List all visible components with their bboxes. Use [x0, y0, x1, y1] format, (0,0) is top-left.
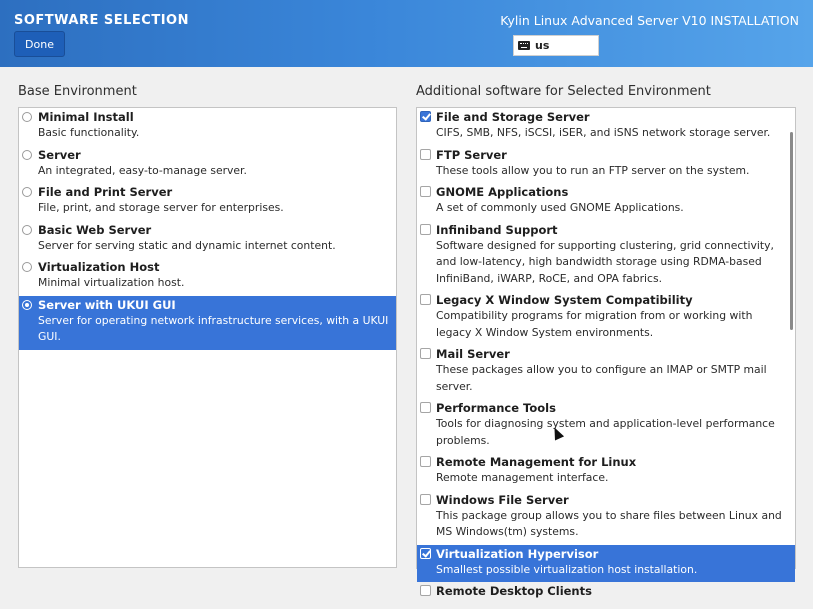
addon-option[interactable]: [417, 582, 795, 603]
env-option-name: File and Print Server: [38, 185, 173, 199]
checkbox-unchecked-icon[interactable]: [420, 224, 431, 235]
env-option-description: Basic functionality.: [38, 126, 140, 139]
radio-button-icon[interactable]: [22, 150, 32, 160]
addon-option-description: This package group allows you to share files between Linux and MS Windows(tm) systems.: [436, 508, 782, 538]
product-title: Kylin Linux Advanced Server V10 INSTALLATION: [500, 13, 799, 28]
env-option[interactable]: [19, 183, 396, 221]
keyboard-layout-label: us: [535, 39, 550, 52]
addon-option-description: Remote management interface.: [436, 471, 609, 484]
done-button[interactable]: Done: [14, 31, 65, 57]
checkbox-unchecked-icon[interactable]: [420, 294, 431, 305]
checkbox-checked-icon[interactable]: [420, 111, 431, 122]
addon-option-description: Software designed for supporting clustering, grid connectivity, and low-latency, high bandwidth storage using RDMA-based InfiniBand, iWARP, RoCE, and OPA fabrics.: [436, 238, 774, 285]
env-option-name: Basic Web Server: [38, 222, 152, 237]
addon-option-description: These tools allow you to run an FTP server on the system.: [436, 163, 750, 177]
env-option-description: File, print, and storage server for enterprises.: [38, 201, 284, 214]
env-option-name: Server with UKUI GUI: [38, 297, 176, 312]
env-option[interactable]: [19, 108, 396, 146]
addon-option[interactable]: [417, 146, 795, 184]
addon-option-name: Infiniband Support: [436, 222, 558, 237]
checkbox-unchecked-icon[interactable]: [420, 348, 431, 359]
radio-button-icon[interactable]: [22, 300, 32, 310]
addon-option-name: FTP Server: [436, 147, 507, 162]
env-list-container: [19, 108, 396, 350]
env-option-name: Minimal Install: [38, 110, 134, 124]
env-option[interactable]: [19, 146, 396, 184]
checkbox-unchecked-icon[interactable]: [420, 402, 431, 413]
radio-button-icon[interactable]: [22, 112, 32, 122]
checkbox-unchecked-icon[interactable]: [420, 456, 431, 467]
addon-option-description: CIFS, SMB, NFS, iSCSI, iSER, and iSNS network storage server.: [436, 126, 771, 139]
addon-option-name: Performance Tools: [436, 401, 556, 415]
addon-option-name: Windows File Server: [436, 492, 569, 507]
env-option-description: Server for serving static and dynamic internet content.: [38, 238, 336, 252]
addon-option[interactable]: [417, 108, 795, 146]
addon-option[interactable]: [417, 545, 795, 583]
env-option-description: Minimal virtualization host.: [38, 276, 185, 289]
addon-list-container: [417, 108, 795, 603]
addon-option-name: GNOME Applications: [436, 185, 569, 199]
addon-option-name: Remote Desktop Clients: [436, 584, 592, 598]
addon-option-name: File and Storage Server: [436, 110, 590, 124]
addon-list-scrollbar[interactable]: [790, 132, 793, 330]
addon-option-description: Compatibility programs for migration from or working with legacy X Window System environments.: [436, 309, 753, 339]
addon-option-name: Virtualization Hypervisor: [436, 546, 599, 561]
keyboard-icon: [518, 41, 530, 50]
addon-option[interactable]: [417, 491, 795, 545]
addon-option[interactable]: [417, 291, 795, 345]
addon-option[interactable]: [417, 221, 795, 292]
checkbox-unchecked-icon[interactable]: [420, 186, 431, 197]
checkbox-unchecked-icon[interactable]: [420, 494, 431, 505]
env-option[interactable]: [19, 296, 396, 350]
addon-option-name: Remote Management for Linux: [436, 455, 637, 469]
checkbox-unchecked-icon[interactable]: [420, 585, 431, 596]
header-bar: [0, 0, 813, 67]
addon-option[interactable]: [417, 453, 795, 491]
radio-button-icon[interactable]: [22, 225, 32, 235]
env-option[interactable]: [19, 258, 396, 296]
checkbox-checked-icon[interactable]: [420, 548, 431, 559]
env-option-description: An integrated, easy-to-manage server.: [38, 163, 247, 177]
addon-option[interactable]: [417, 345, 795, 399]
addon-option[interactable]: [417, 183, 795, 221]
addon-option-description: Smallest possible virtualization host installation.: [436, 562, 698, 576]
page-title: SOFTWARE SELECTION: [14, 13, 189, 28]
additional-software-list: [416, 107, 796, 598]
addon-option-name: Legacy X Window System Compatibility: [436, 293, 693, 307]
addon-option-description: A set of commonly used GNOME Applications.: [436, 201, 684, 214]
env-option[interactable]: [19, 221, 396, 259]
env-option-description: Server for operating network infrastructure services, with a UKUI GUI.: [38, 313, 389, 343]
env-option-name: Virtualization Host: [38, 260, 160, 274]
base-environment-list: [18, 107, 397, 568]
keyboard-layout-indicator[interactable]: [513, 35, 599, 56]
additional-software-heading: Additional software for Selected Environment: [416, 84, 711, 99]
addon-option-name: Mail Server: [436, 347, 510, 361]
addon-option[interactable]: [417, 399, 795, 453]
checkbox-unchecked-icon[interactable]: [420, 149, 431, 160]
radio-button-icon[interactable]: [22, 262, 32, 272]
base-environment-heading: Base Environment: [18, 84, 137, 99]
addon-option-description: These packages allow you to configure an IMAP or SMTP mail server.: [436, 363, 767, 393]
addon-option-description: Tools for diagnosing system and application-level performance problems.: [436, 417, 775, 447]
radio-button-icon[interactable]: [22, 187, 32, 197]
env-option-name: Server: [38, 147, 81, 162]
